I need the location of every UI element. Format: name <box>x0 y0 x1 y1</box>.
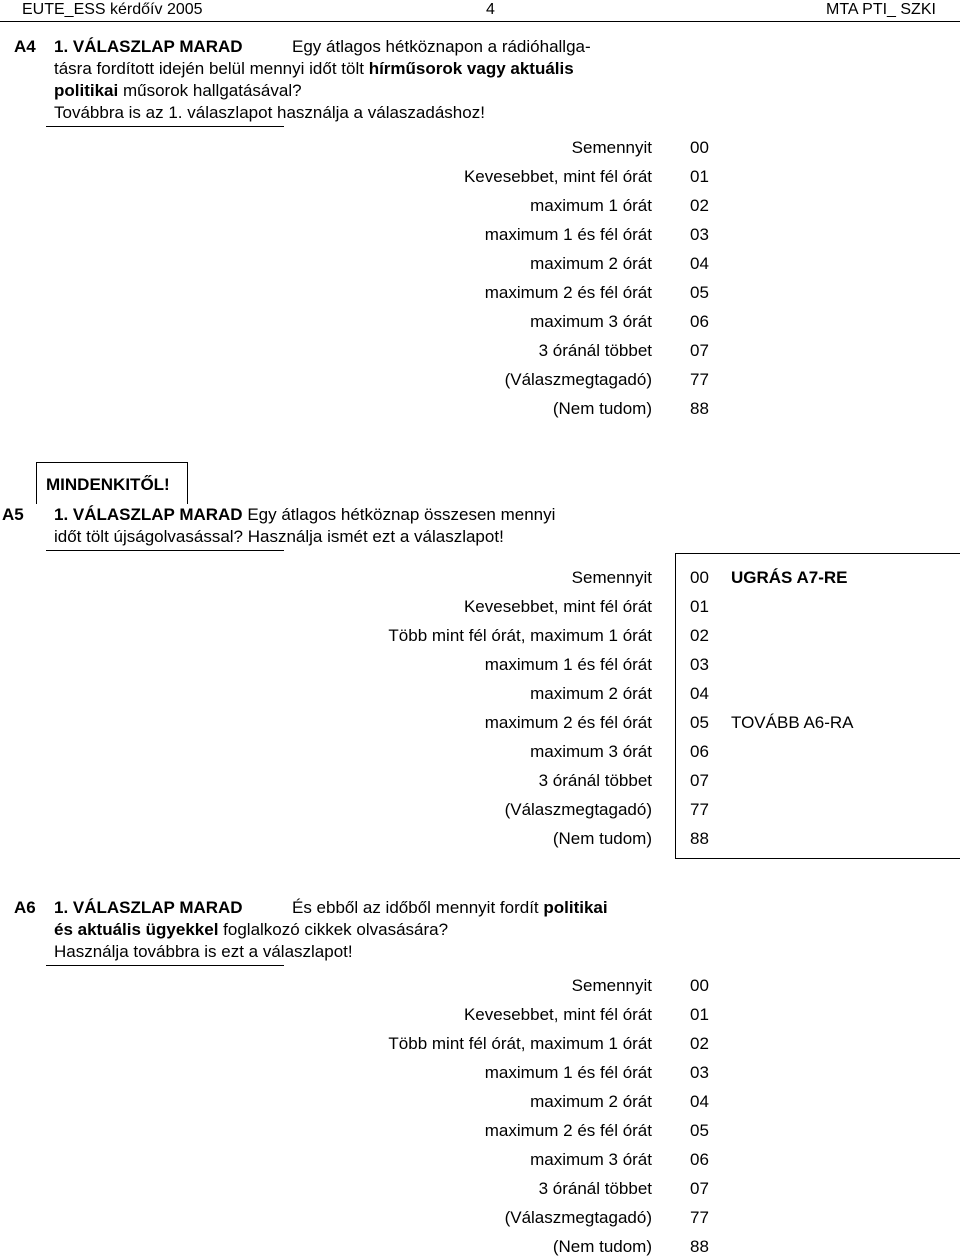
question-text-line1: Egy átlagos hétköznapon a rádióhallga- <box>292 37 591 56</box>
answer-option-code: 03 <box>690 225 709 244</box>
header-divider <box>0 21 960 22</box>
answer-option-code: 05 <box>690 283 709 302</box>
answer-option-code: 04 <box>690 684 709 703</box>
question-text-emphasis: politikai <box>54 81 119 100</box>
answer-option-label: Semennyit <box>571 976 652 995</box>
question-instruction: Továbbra is az 1. válaszlapot használja a válaszadáshoz! <box>54 103 485 122</box>
answer-option-label: maximum 1 és fél órát <box>484 225 652 244</box>
answer-option-code: 77 <box>690 370 709 389</box>
answer-option-code: 03 <box>690 1063 709 1082</box>
question-text-line3 <box>54 81 302 101</box>
answer-option-code: 02 <box>690 626 709 645</box>
header-page-number: 4 <box>486 1 495 18</box>
answer-option-label: 3 óránál többet <box>538 771 652 790</box>
answer-option-label: maximum 2 és fél órát <box>484 283 652 302</box>
question-text-line2 <box>54 920 448 940</box>
answer-option-code: 06 <box>690 1150 709 1169</box>
answer-option-code: 88 <box>690 829 709 848</box>
question-text-plain: Egy átlagos hétköznap összesen mennyi <box>242 505 556 524</box>
answer-option-code: 00 <box>690 138 709 157</box>
answer-option-label: Semennyit <box>571 568 652 587</box>
answer-option-label: (Nem tudom) <box>552 1237 652 1256</box>
answer-option-label: 3 óránál többet <box>538 1179 652 1198</box>
answer-option-label: Több mint fél órát, maximum 1 órát <box>388 1034 652 1053</box>
card-instruction: 1. VÁLASZLAP MARAD <box>54 37 243 56</box>
answer-option-label: maximum 3 órát <box>530 1150 652 1169</box>
answer-option-code: 01 <box>690 167 709 186</box>
answer-option-code: 01 <box>690 1005 709 1024</box>
answer-option-code: 00 <box>690 976 709 995</box>
answer-option-label: Kevesebbet, mint fél órát <box>463 597 652 616</box>
answer-option-label: maximum 1 és fél órát <box>484 655 652 674</box>
answer-option-label: Semennyit <box>571 138 652 157</box>
answer-option-label: maximum 3 órát <box>530 312 652 331</box>
answer-option-label: (Válaszmegtagadó) <box>504 1208 652 1227</box>
answer-option-label: maximum 2 és fél órát <box>484 713 652 732</box>
answer-option-code: 02 <box>690 1034 709 1053</box>
answer-option-code: 00 <box>690 568 709 587</box>
answer-option-label: (Nem tudom) <box>552 829 652 848</box>
answer-option-label: maximum 2 órát <box>530 684 652 703</box>
answer-option-label: (Nem tudom) <box>552 399 652 418</box>
header-institution: MTA PTI_ SZKI <box>826 1 936 18</box>
answer-option-code: 07 <box>690 1179 709 1198</box>
question-text-line2: időt tölt újságolvasással? Használja ismét ezt a válaszlapot! <box>54 527 504 546</box>
skip-instruction: UGRÁS A7-RE <box>731 568 848 587</box>
answer-option-code: 07 <box>690 341 709 360</box>
answer-option-label: 3 óránál többet <box>538 341 652 360</box>
answer-option-label: (Válaszmegtagadó) <box>504 800 652 819</box>
answer-option-code: 06 <box>690 742 709 761</box>
header-survey-name: EUTE_ESS kérdőív 2005 <box>22 1 203 18</box>
question-text-emphasis: hírműsorok vagy aktuális <box>368 59 574 78</box>
card-instruction: 1. VÁLASZLAP MARAD <box>54 898 243 917</box>
answer-option-code: 04 <box>690 1092 709 1111</box>
instruction-label: MINDENKITŐL! <box>46 475 170 494</box>
answer-option-code: 05 <box>690 1121 709 1140</box>
question-text-line2 <box>54 59 574 79</box>
answer-option-code: 04 <box>690 254 709 273</box>
instruction-underline <box>46 550 284 551</box>
answer-option-label: (Válaszmegtagadó) <box>504 370 652 389</box>
answer-option-code: 88 <box>690 1237 709 1256</box>
answer-option-code: 77 <box>690 1208 709 1227</box>
answer-option-label: maximum 2 és fél órát <box>484 1121 652 1140</box>
instruction-underline <box>46 126 284 127</box>
answer-option-code: 77 <box>690 800 709 819</box>
question-text-plain: tásra fordított idején belül mennyi időt tölt <box>54 59 369 78</box>
question-text-emphasis: és aktuális ügyekkel <box>54 920 219 939</box>
answer-option-code: 05 <box>690 713 709 732</box>
answer-option-label: maximum 1 és fél órát <box>484 1063 652 1082</box>
answer-option-code: 07 <box>690 771 709 790</box>
question-text-emphasis: politikai <box>543 898 608 917</box>
answer-option-code: 01 <box>690 597 709 616</box>
question-id: A4 <box>14 37 36 56</box>
continue-instruction: TOVÁBB A6-RA <box>731 713 854 732</box>
answer-option-label: maximum 1 órát <box>530 196 652 215</box>
answer-option-label: Több mint fél órát, maximum 1 órát <box>388 626 652 645</box>
instruction-underline <box>46 965 284 966</box>
question-text-plain: És ebből az időből mennyit fordít <box>292 898 544 917</box>
answer-option-label: maximum 2 órát <box>530 254 652 273</box>
question-text-plain: foglalkozó cikkek olvasására? <box>218 920 449 939</box>
question-instruction: Használja továbbra is ezt a válaszlapot! <box>54 942 353 961</box>
answer-option-code: 02 <box>690 196 709 215</box>
question-id: A5 <box>2 505 24 524</box>
answer-option-label: Kevesebbet, mint fél órát <box>463 1005 652 1024</box>
answer-option-code: 88 <box>690 399 709 418</box>
question-text-line1 <box>54 505 555 525</box>
answer-option-code: 06 <box>690 312 709 331</box>
card-instruction: 1. VÁLASZLAP MARAD <box>54 505 243 524</box>
question-id: A6 <box>14 898 36 917</box>
question-text-plain: műsorok hallgatásával? <box>118 81 302 100</box>
answer-option-label: maximum 3 órát <box>530 742 652 761</box>
answer-option-code: 03 <box>690 655 709 674</box>
answer-option-label: maximum 2 órát <box>530 1092 652 1111</box>
answer-option-label: Kevesebbet, mint fél órát <box>463 167 652 186</box>
answer-box <box>675 553 960 859</box>
question-text-line1 <box>292 898 608 918</box>
